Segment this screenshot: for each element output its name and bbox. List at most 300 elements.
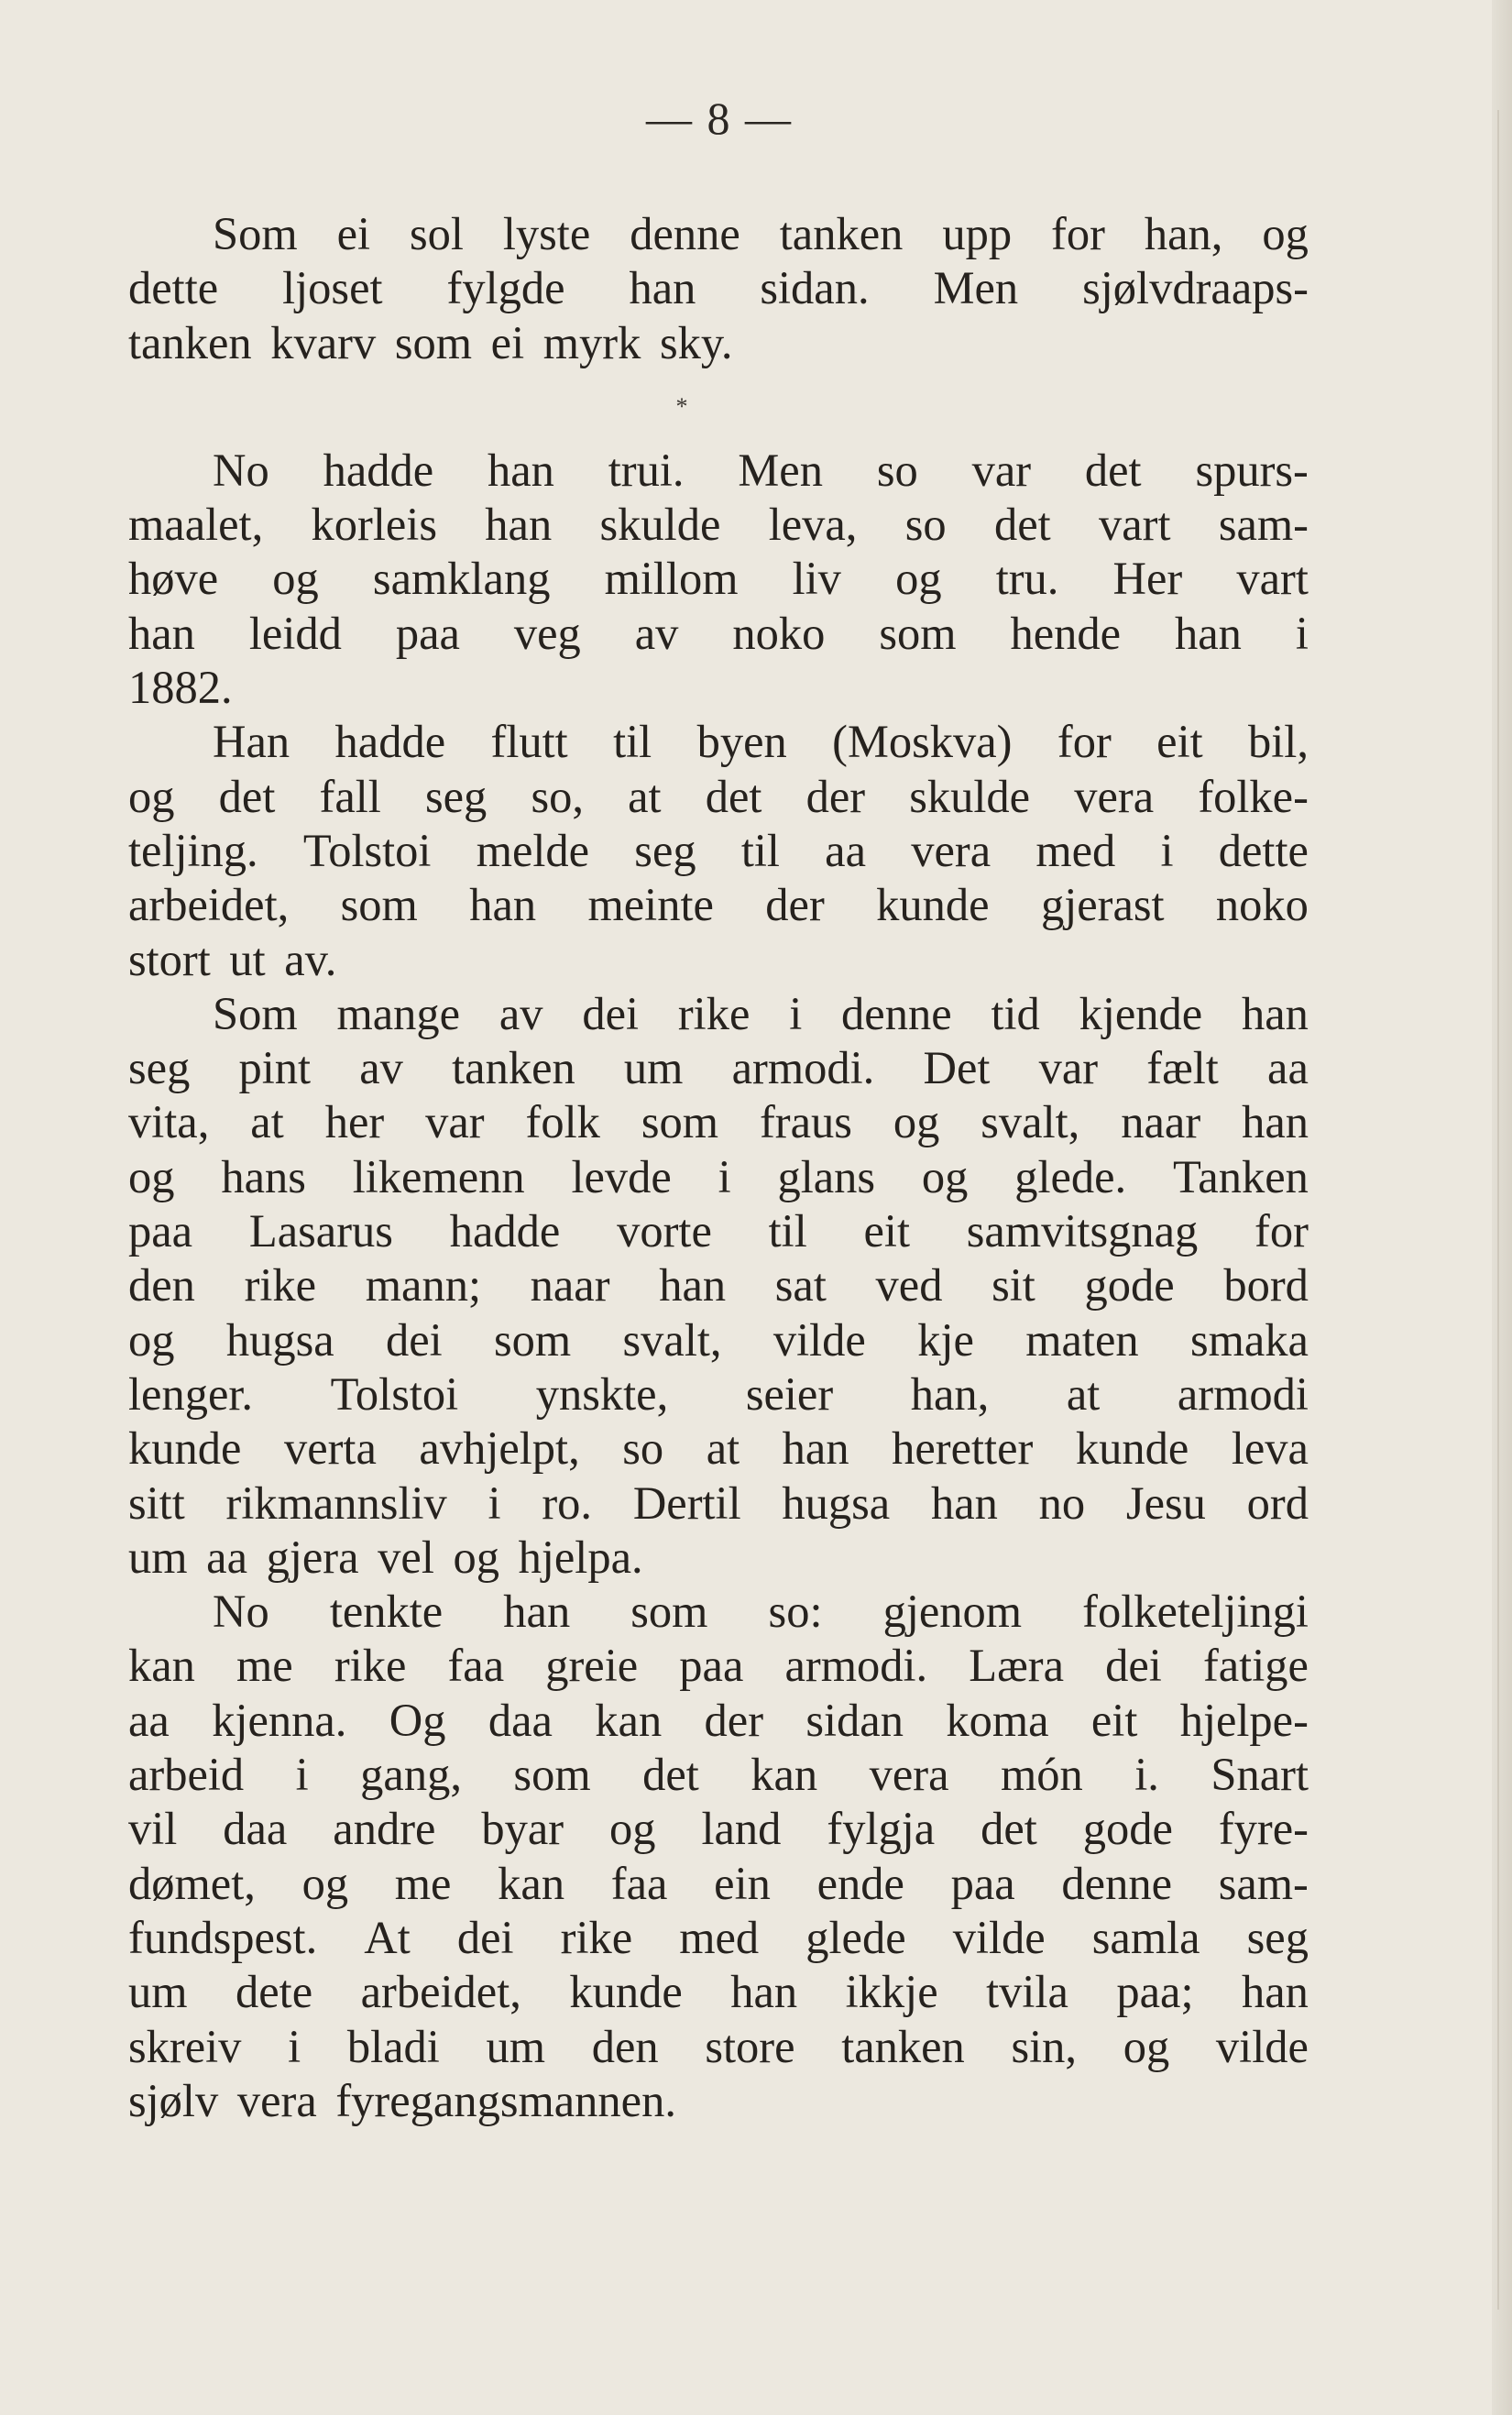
- word: avhjelpt,: [419, 1422, 580, 1475]
- text-line: [128, 878, 1309, 932]
- word: noko: [732, 607, 826, 659]
- word: for: [1255, 1205, 1309, 1257]
- word: kunde: [569, 1966, 683, 2018]
- word: levde: [571, 1150, 672, 1202]
- word: leva,: [768, 499, 858, 551]
- word: som: [630, 1586, 708, 1638]
- word: store: [705, 2020, 795, 2072]
- word: kunde: [128, 1422, 242, 1475]
- word: so: [622, 1422, 664, 1475]
- word: vera: [911, 824, 992, 876]
- text-line: [128, 1585, 1309, 1639]
- word: i.: [1134, 1749, 1159, 1801]
- text-line: [128, 1911, 1309, 1965]
- word: faa: [447, 1640, 505, 1692]
- word: Tolstoi: [330, 1367, 459, 1420]
- word: liv: [792, 553, 841, 605]
- word: glede: [805, 1911, 906, 1963]
- word: rike: [560, 1911, 633, 1963]
- word: hadde: [449, 1205, 561, 1257]
- word: mann;: [365, 1259, 481, 1312]
- word: vera: [869, 1749, 949, 1801]
- word: millom: [604, 553, 739, 605]
- word: korleis: [311, 499, 437, 551]
- word: me: [236, 1640, 293, 1692]
- word: vilde: [952, 1911, 1046, 1963]
- word: folketeljingi: [1082, 1586, 1309, 1638]
- text-line: [128, 2020, 1309, 2074]
- word: mange: [336, 987, 461, 1039]
- word: hjelpe-: [1179, 1694, 1309, 1746]
- word: og: [301, 1857, 349, 1909]
- word: og: [1123, 2020, 1170, 2072]
- word: med: [1035, 824, 1116, 876]
- word: byen: [696, 716, 787, 768]
- word: vilde: [1215, 2020, 1309, 2072]
- text-line: sjølv vera fyregangsmannen.: [128, 2074, 676, 2126]
- word: sol: [409, 208, 464, 259]
- word: meinte: [587, 879, 714, 931]
- word: andre: [333, 1803, 436, 1855]
- word: gang,: [360, 1749, 462, 1801]
- word: byar: [481, 1803, 564, 1855]
- word: arbeid: [128, 1749, 245, 1801]
- word: der: [704, 1694, 764, 1746]
- word: fælt: [1146, 1042, 1219, 1094]
- word: dei: [582, 987, 640, 1039]
- word: hugsa: [782, 1476, 891, 1529]
- word: den: [591, 2020, 659, 2072]
- word: so: [876, 444, 918, 496]
- word: kje: [917, 1313, 974, 1366]
- word: Snart: [1211, 1749, 1309, 1801]
- word: som: [513, 1749, 591, 1801]
- word: til: [613, 716, 652, 768]
- word: kan: [498, 1857, 565, 1909]
- word: faa: [610, 1857, 668, 1909]
- word: som: [340, 879, 418, 931]
- paragraph-3: [128, 715, 1309, 986]
- word: bil,: [1248, 716, 1309, 768]
- word: for: [1051, 208, 1105, 259]
- word: leva: [1231, 1422, 1309, 1475]
- word: tanken: [841, 2020, 965, 2072]
- word: sjølvdraaps-: [1082, 262, 1309, 314]
- word: eit: [1156, 716, 1203, 768]
- word: hugsa: [225, 1313, 334, 1366]
- word: han: [1241, 1966, 1309, 2018]
- word: og: [921, 1150, 969, 1202]
- word: paa: [128, 1205, 193, 1257]
- word: vera: [1074, 770, 1155, 822]
- word: samla: [1091, 1911, 1200, 1963]
- word: ynskte,: [535, 1367, 669, 1420]
- word: skulde: [599, 499, 721, 551]
- text-line: [128, 824, 1309, 878]
- word: paa: [950, 1857, 1015, 1909]
- word: tid: [991, 987, 1040, 1039]
- word: i: [1160, 824, 1174, 876]
- word: av: [634, 607, 679, 659]
- text-line: [128, 1965, 1309, 2019]
- word: smaka: [1189, 1313, 1309, 1366]
- text-line: [128, 552, 1309, 606]
- text-line: [128, 444, 1309, 498]
- word: fall: [319, 770, 381, 822]
- word: han: [730, 1966, 798, 2018]
- word: han: [485, 499, 553, 551]
- word: Tolstoi: [302, 824, 432, 876]
- text-line: [128, 1748, 1309, 1802]
- word: han: [469, 879, 537, 931]
- word: upp: [942, 208, 1013, 259]
- word: at: [250, 1096, 284, 1148]
- word: Det: [923, 1042, 991, 1094]
- word: ei: [336, 208, 371, 259]
- text-line: [128, 987, 1309, 1041]
- word: Tanken: [1172, 1150, 1309, 1202]
- word: kunde: [1075, 1422, 1189, 1475]
- word: og: [609, 1803, 656, 1855]
- word: tanken: [779, 208, 904, 259]
- text-line: [128, 1204, 1309, 1258]
- word: her: [324, 1096, 385, 1148]
- word: rike: [677, 987, 751, 1039]
- word: eit: [863, 1205, 910, 1257]
- word: sat: [774, 1259, 827, 1312]
- word: dete: [236, 1966, 313, 2018]
- word: Men: [738, 444, 823, 496]
- word: sitt: [128, 1476, 185, 1529]
- word: det: [993, 499, 1051, 551]
- word: glans: [777, 1150, 876, 1202]
- word: kan: [751, 1749, 818, 1801]
- word: leidd: [248, 607, 342, 659]
- word: der: [805, 770, 866, 822]
- word: heretter: [892, 1422, 1034, 1475]
- text-line: [128, 1422, 1309, 1476]
- word: svalt,: [622, 1313, 722, 1366]
- word: dømet,: [128, 1857, 256, 1909]
- word: samvitsgnag: [966, 1205, 1199, 1257]
- word: han: [659, 1259, 727, 1312]
- word: dei: [456, 1911, 514, 1963]
- word: hadde: [323, 444, 434, 496]
- word: det: [218, 770, 276, 822]
- word: og: [128, 1150, 175, 1202]
- word: um: [486, 2020, 546, 2072]
- word: maalet,: [128, 499, 264, 551]
- text-line: [128, 1313, 1309, 1367]
- word: arbeidet,: [128, 879, 290, 931]
- word: gode: [1084, 1259, 1175, 1312]
- text-line: [128, 1857, 1309, 1911]
- word: han: [782, 1422, 849, 1475]
- word: lyste: [502, 208, 591, 259]
- paragraph-1: [128, 207, 1309, 370]
- word: daa: [223, 1803, 288, 1855]
- section-separator: *: [675, 392, 688, 420]
- body-text: [128, 207, 1309, 2128]
- word: bladi: [346, 2020, 440, 2072]
- word: ord: [1246, 1476, 1309, 1529]
- word: han: [488, 444, 554, 496]
- text-line: [128, 1694, 1309, 1748]
- word: Og: [389, 1694, 446, 1746]
- word: so,: [531, 770, 584, 822]
- word: sam-: [1218, 499, 1309, 551]
- text-line: [128, 1476, 1309, 1531]
- word: sidan.: [760, 262, 870, 314]
- word: folk: [525, 1096, 600, 1148]
- word: han,: [1144, 208, 1223, 259]
- word: fatige: [1202, 1640, 1309, 1692]
- word: seg: [128, 1042, 191, 1094]
- word: ende: [816, 1857, 904, 1909]
- word: No: [213, 444, 269, 496]
- word: verta: [283, 1422, 377, 1475]
- word: No: [213, 1586, 269, 1638]
- word: so:: [768, 1586, 823, 1638]
- word: tanken: [452, 1042, 575, 1094]
- text-line: [128, 1367, 1309, 1422]
- word: skulde: [909, 770, 1031, 822]
- page-edge-shadow: [1492, 0, 1512, 2415]
- word: aa: [825, 824, 866, 876]
- word: at: [706, 1422, 740, 1475]
- word: høve: [128, 553, 219, 605]
- word: kunde: [876, 879, 990, 931]
- word: greie: [545, 1640, 639, 1692]
- word: fylgde: [446, 262, 565, 314]
- word: paa;: [1116, 1966, 1194, 2018]
- word: seg: [424, 770, 488, 822]
- text-line: [128, 1041, 1309, 1095]
- word: fraus: [759, 1096, 852, 1148]
- word: av: [499, 987, 543, 1039]
- word: at: [628, 770, 662, 822]
- word: med: [679, 1911, 760, 1963]
- word: daa: [488, 1694, 553, 1746]
- word: hans: [221, 1150, 306, 1202]
- word: og: [895, 553, 942, 605]
- word: armodi.: [731, 1042, 875, 1094]
- text-line: [128, 1802, 1309, 1856]
- word: han: [1175, 607, 1242, 659]
- word: rikmannsliv: [225, 1476, 447, 1529]
- word: fyre-: [1218, 1803, 1309, 1855]
- text-line: [128, 607, 1309, 661]
- word: han: [503, 1586, 571, 1638]
- word: gjenom: [882, 1586, 1023, 1638]
- word: vilde: [772, 1313, 866, 1366]
- word: bord: [1223, 1259, 1309, 1312]
- word: um: [623, 1042, 684, 1094]
- text-line: [128, 1258, 1309, 1312]
- word: hadde: [334, 716, 446, 768]
- word: paa: [679, 1640, 744, 1692]
- word: i: [1295, 607, 1309, 659]
- word: trui.: [608, 444, 685, 496]
- word: og: [893, 1096, 940, 1148]
- word: til: [768, 1205, 807, 1257]
- word: Han: [213, 716, 290, 768]
- word: vita,: [128, 1096, 210, 1148]
- word: sit: [992, 1259, 1035, 1312]
- word: seier: [745, 1367, 834, 1420]
- word: glede.: [1014, 1150, 1127, 1202]
- text-line: [128, 1095, 1309, 1149]
- paragraph-4: [128, 987, 1309, 1585]
- word: den: [128, 1259, 195, 1312]
- word: kjende: [1079, 987, 1203, 1039]
- word: som: [494, 1313, 572, 1366]
- word: noko: [1215, 879, 1309, 931]
- word: pint: [238, 1042, 312, 1094]
- word: arbeidet,: [360, 1966, 521, 2018]
- word: naar: [530, 1259, 610, 1312]
- word: eit: [1090, 1694, 1138, 1746]
- text-line: [128, 261, 1309, 315]
- word: At: [364, 1911, 411, 1963]
- word: maten: [1025, 1313, 1139, 1366]
- word: han: [128, 607, 195, 659]
- word: me: [394, 1857, 452, 1909]
- word: det: [1084, 444, 1142, 496]
- word: land: [701, 1803, 782, 1855]
- text-line: [128, 715, 1309, 769]
- word: lenger.: [128, 1367, 254, 1420]
- word: det: [642, 1749, 699, 1801]
- page-edge-line: [1497, 110, 1499, 2310]
- text-line: [128, 1150, 1309, 1204]
- word: flutt: [490, 716, 568, 768]
- word: sidan: [805, 1694, 904, 1746]
- word: rike: [244, 1259, 317, 1312]
- word: og: [128, 770, 175, 822]
- word: tenkte: [329, 1586, 444, 1638]
- word: spurs-: [1195, 444, 1309, 496]
- word: so: [904, 499, 947, 551]
- word: koma: [946, 1694, 1049, 1746]
- text-line: [128, 207, 1309, 261]
- paragraph-2: [128, 444, 1309, 715]
- word: seg: [634, 824, 696, 876]
- word: paa: [395, 607, 460, 659]
- word: ro.: [542, 1476, 593, 1529]
- word: Jesu: [1125, 1476, 1206, 1529]
- word: i: [288, 2020, 301, 2072]
- word: av: [359, 1042, 403, 1094]
- word: vil: [128, 1803, 178, 1855]
- word: denne: [1061, 1857, 1172, 1909]
- word: melde: [476, 824, 590, 876]
- word: ved: [875, 1259, 943, 1312]
- word: hende: [1010, 607, 1122, 659]
- word: han: [1241, 987, 1309, 1039]
- text-line: [128, 770, 1309, 824]
- word: tru.: [995, 553, 1059, 605]
- word: sin,: [1011, 2020, 1078, 2072]
- text-line: stort ut av.: [128, 933, 337, 985]
- word: món: [1001, 1749, 1083, 1801]
- word: veg: [513, 607, 581, 659]
- word: Dertil: [632, 1476, 741, 1529]
- word: han: [1242, 1096, 1309, 1148]
- word: armodi.: [784, 1640, 928, 1692]
- text-line: [128, 498, 1309, 552]
- word: kjenna.: [212, 1694, 347, 1746]
- word: dette: [128, 262, 219, 314]
- word: naar: [1121, 1096, 1201, 1148]
- word: var: [425, 1096, 485, 1148]
- word: folke-: [1198, 770, 1309, 822]
- word: likemenn: [352, 1150, 525, 1202]
- word: Som: [213, 208, 298, 259]
- word: denne: [630, 208, 740, 259]
- word: samklang: [372, 553, 551, 605]
- word: det: [705, 770, 762, 822]
- word: Her: [1112, 553, 1183, 605]
- word: vart: [1098, 499, 1171, 551]
- word: og: [128, 1313, 175, 1366]
- word: sam-: [1218, 1857, 1309, 1909]
- word: Men: [933, 262, 1019, 314]
- word: han: [629, 262, 696, 314]
- word: um: [128, 1966, 188, 2018]
- word: vorte: [617, 1205, 712, 1257]
- word: seg: [1246, 1911, 1309, 1963]
- word: til: [740, 824, 780, 876]
- word: fylgja: [827, 1803, 936, 1855]
- word: teljing.: [128, 824, 258, 876]
- page-number: — 8 —: [646, 93, 793, 144]
- word: Lasarus: [248, 1205, 393, 1257]
- word: rike: [334, 1640, 407, 1692]
- word: svalt,: [981, 1096, 1080, 1148]
- word: vart: [1236, 553, 1309, 605]
- word: i: [488, 1476, 501, 1529]
- word: aa: [1267, 1042, 1309, 1094]
- word: ikkje: [845, 1966, 938, 2018]
- word: skreiv: [128, 2020, 242, 2072]
- word: i: [789, 987, 803, 1039]
- word: dette: [1218, 824, 1309, 876]
- word: Læra: [969, 1640, 1065, 1692]
- word: denne: [841, 987, 952, 1039]
- word: at: [1066, 1367, 1101, 1420]
- word: Som: [213, 987, 298, 1039]
- word: var: [1038, 1042, 1099, 1094]
- word: gode: [1082, 1803, 1173, 1855]
- word: kan: [595, 1694, 663, 1746]
- word: tvila: [986, 1966, 1068, 2018]
- text-line: 1882.: [128, 662, 233, 714]
- paragraph-5: [128, 1585, 1309, 2128]
- word: no: [1038, 1476, 1086, 1529]
- word: der: [765, 879, 825, 931]
- word: var: [971, 444, 1032, 496]
- word: dei: [1105, 1640, 1162, 1692]
- word: gjerast: [1040, 879, 1165, 931]
- word: han: [930, 1476, 998, 1529]
- text-line: tanken kvarv som ei myrk sky.: [128, 316, 733, 368]
- word: for: [1057, 716, 1112, 768]
- word: kan: [128, 1640, 195, 1692]
- word: i: [295, 1749, 309, 1801]
- word: han,: [910, 1367, 990, 1420]
- word: og: [1262, 208, 1309, 259]
